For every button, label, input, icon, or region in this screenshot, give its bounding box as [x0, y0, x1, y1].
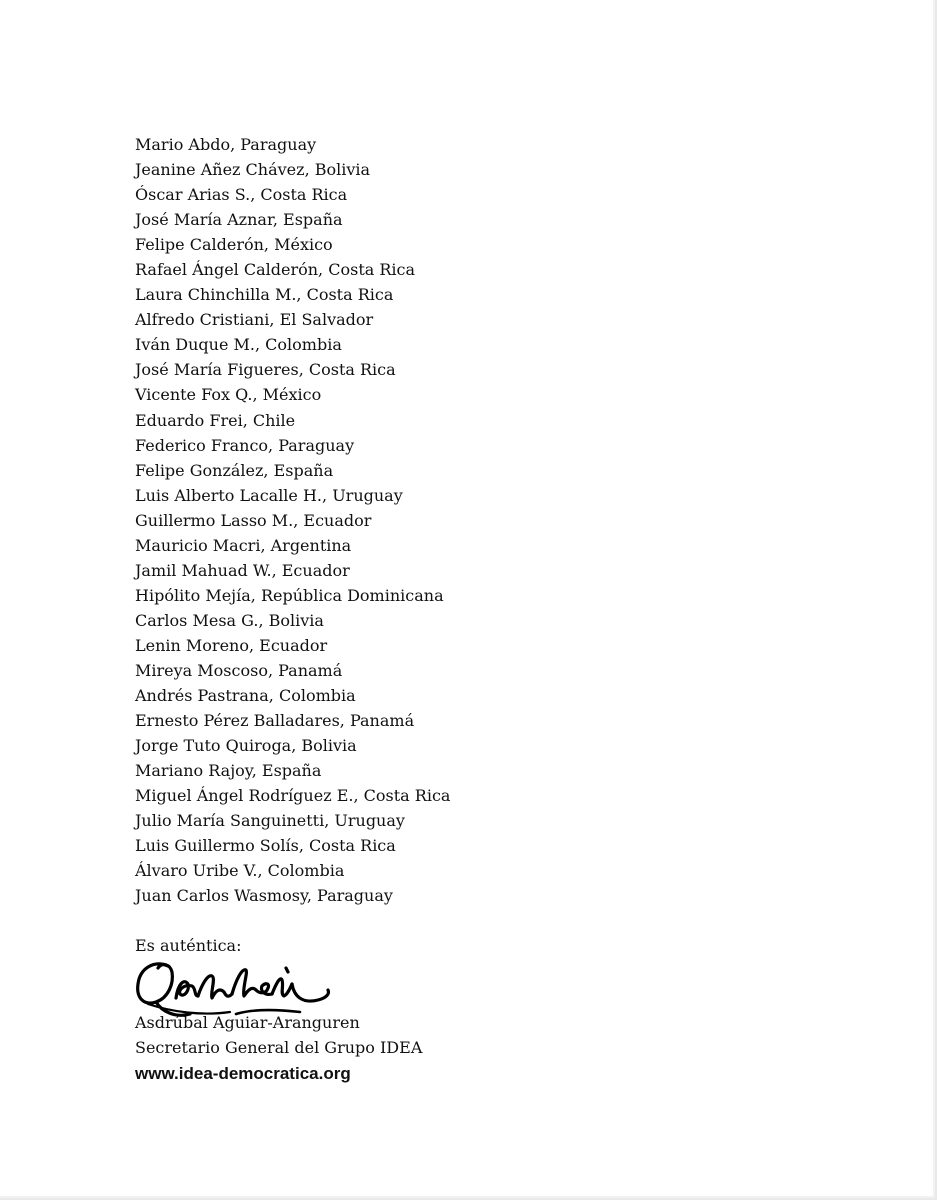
secretary-title: Secretario General del Grupo IDEA — [135, 1038, 423, 1057]
signatory-item: Jamil Mahuad W., Ecuador — [135, 560, 350, 580]
signatory-item: José María Aznar, España — [135, 210, 343, 230]
signatory-item: Ernesto Pérez Balladares, Panamá — [135, 711, 415, 731]
signatories-list — [135, 132, 450, 908]
signatory-item: Mauricio Macri, Argentina — [135, 535, 352, 555]
signatory-item: Mario Abdo, Paraguay — [135, 135, 317, 154]
signatory-item: Carlos Mesa G., Bolivia — [135, 610, 324, 630]
attestation-label: Es auténtica: — [135, 936, 242, 955]
signatory-item: Felipe Calderón, México — [135, 235, 333, 255]
signatory-item: Luis Guillermo Solís, Costa Rica — [135, 836, 396, 856]
signatory-item: Felipe González, España — [135, 460, 334, 480]
signatory-item: Mireya Moscoso, Panamá — [135, 660, 343, 680]
signatory-item: Óscar Arias S., Costa Rica — [135, 185, 348, 205]
signatory-item: Miguel Ángel Rodríguez E., Costa Rica — [135, 786, 451, 806]
signatory-item: Juan Carlos Wasmosy, Paraguay — [135, 886, 393, 906]
signatory-item: Julio María Sanguinetti, Uruguay — [135, 811, 405, 831]
signatory-item: Laura Chinchilla M., Costa Rica — [135, 285, 394, 305]
signatory-item: Guillermo Lasso M., Ecuador — [135, 510, 372, 530]
signatory-item: Federico Franco, Paraguay — [135, 435, 355, 455]
handwritten-signature — [132, 954, 337, 1026]
secretary-name: Asdrúbal Aguiar-Aranguren — [135, 1013, 360, 1032]
website-url: www.idea-democratica.org — [135, 1064, 351, 1083]
signatory-item: Hipólito Mejía, República Dominicana — [135, 585, 444, 605]
signatory-item: Álvaro Uribe V., Colombia — [135, 861, 345, 881]
signatory-item: Eduardo Frei, Chile — [135, 410, 296, 430]
signatory-item: Alfredo Cristiani, El Salvador — [135, 310, 374, 330]
signatory-item: Jeanine Añez Chávez, Bolivia — [135, 160, 371, 180]
signatory-item: Andrés Pastrana, Colombia — [135, 686, 356, 706]
signatory-item: José María Figueres, Costa Rica — [135, 360, 396, 380]
signatory-item: Vicente Fox Q., México — [135, 385, 322, 405]
signatory-item: Luis Alberto Lacalle H., Uruguay — [135, 485, 403, 505]
signatory-item: Lenin Moreno, Ecuador — [135, 635, 328, 655]
signatory-item: Rafael Ángel Calderón, Costa Rica — [135, 260, 416, 280]
signatory-item: Iván Duque M., Colombia — [135, 335, 342, 355]
signatory-item: Mariano Rajoy, España — [135, 761, 322, 781]
signatory-item: Jorge Tuto Quiroga, Bolivia — [135, 736, 357, 756]
